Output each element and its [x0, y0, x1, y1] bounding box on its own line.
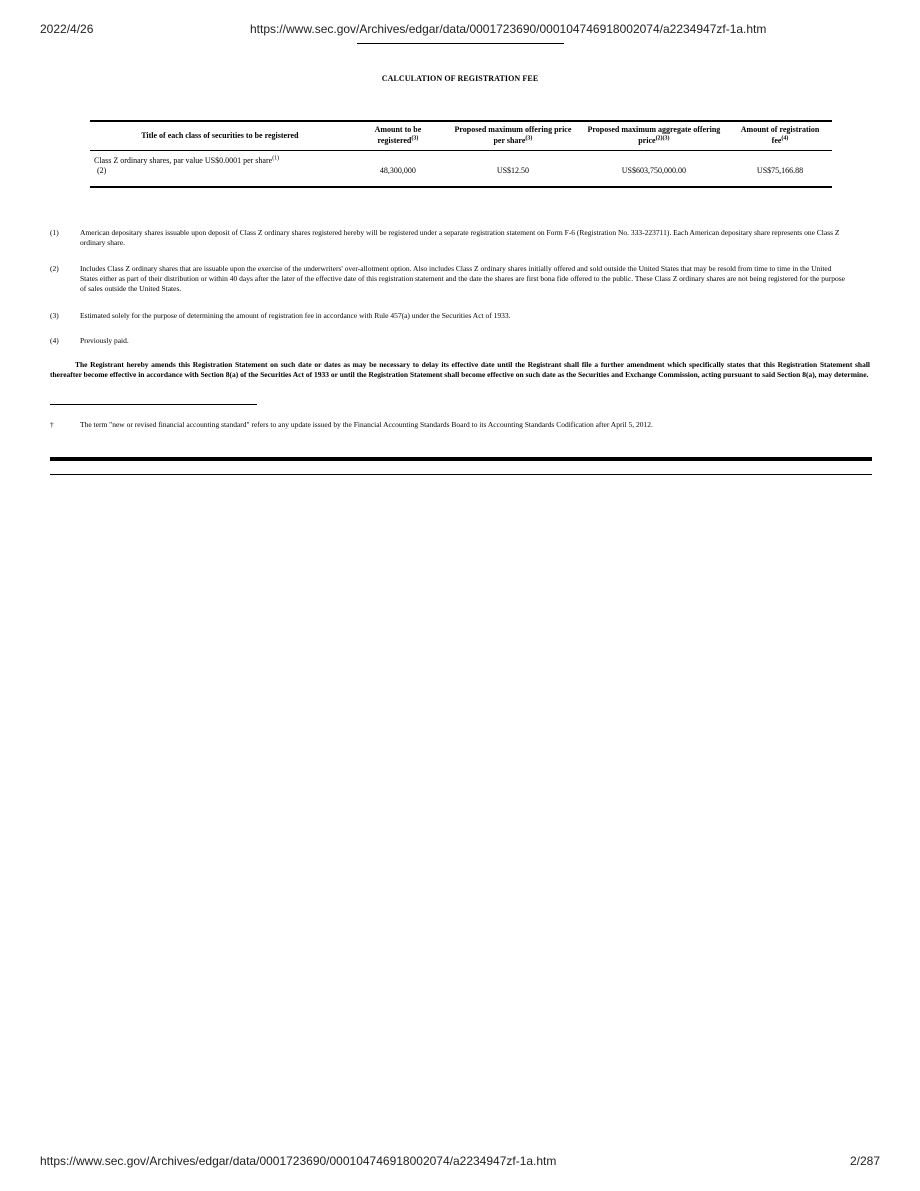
- dagger-marker: †: [50, 420, 54, 429]
- footnote-marker: (3): [50, 311, 59, 320]
- footnote-marker: (1): [50, 228, 59, 237]
- cell-amount: 48,300,000: [350, 151, 446, 188]
- footnote-text: Includes Class Z ordinary shares that are issuable upon the exercise of the underwriters' over-allotment option. Also includes Class Z ordinary shares initially offered and sold outside the United States that may be resold from time to time in the United States either as part of their distribution or within 40 days after the later of the effective date of this registration statement and the date the shares are first bona fide offered to the public. These Class Z ordinary shares are not being registered for the purpose of sales outside the United States.: [80, 264, 845, 293]
- footnote-marker: (2): [50, 264, 59, 273]
- footnote-text: Estimated solely for the purpose of determining the amount of registration fee in accordance with Rule 457(a) under the Securities Act of 1933.: [80, 311, 511, 320]
- print-date: 2022/4/26: [40, 22, 94, 36]
- footnote-text: The term "new or revised financial accounting standard" refers to any update issued by the Financial Accounting Standards Board to its Accounting Standards Codification after April 5, 2012.: [80, 420, 653, 429]
- amendment-statement: The Registrant hereby amends this Registration Statement on such date or dates as may be necessary to delay its effective date until the Registrant shall file a further amendment which specifically states that this Registration Statement shall thereafter become effective in accordance with Section 8(a) of the Securities Act of 1933 or until the Registration Statement shall become effective on such date as the Securities and Exchange Commission, acting pursuant to said Section 8(a), may determine.: [50, 360, 870, 379]
- footnote-marker: (4): [50, 336, 59, 345]
- footnote-divider: [50, 404, 257, 405]
- cell-fee: US$75,166.88: [728, 151, 832, 188]
- page-title: CALCULATION OF REGISTRATION FEE: [381, 74, 539, 83]
- page-break-thick-rule: [50, 457, 872, 461]
- table-row: [90, 151, 832, 188]
- footer-url: https://www.sec.gov/Archives/edgar/data/0001723690/000104746918002074/a2234947zf-1a.htm: [40, 1154, 557, 1168]
- cell-aggregate-price: US$603,750,000.00: [580, 151, 728, 188]
- col-header-fee: Amount of registration fee$^{(4)}$: [728, 121, 832, 151]
- col-header-aggregate-price: Proposed maximum aggregate offering price$^{(2)(3)}$: [580, 121, 728, 151]
- table-header-row: [90, 121, 832, 151]
- cell-price-per-share: US$12.50: [446, 151, 580, 188]
- page-number: 2/287: [849, 1154, 880, 1168]
- cell-security-title: Class Z ordinary shares, par value US$0.0001 per share$^{(1)}$ (2): [90, 151, 350, 188]
- page-break-thin-rule: [50, 474, 872, 475]
- title-divider: [357, 43, 564, 44]
- registration-fee-table: [90, 120, 832, 188]
- col-header-amount: Amount to be registered$^{(3)}$: [350, 121, 446, 151]
- col-header-price-per-share: Proposed maximum offering price per share$^{(3)}$: [446, 121, 580, 151]
- header-url: https://www.sec.gov/Archives/edgar/data/0001723690/000104746918002074/a2234947zf-1a.htm: [250, 22, 767, 36]
- col-header-title: Title of each class of securities to be registered: [90, 121, 350, 151]
- footnote-text: American depositary shares issuable upon deposit of Class Z ordinary shares registered hereby will be registered under a separate registration statement on Form F-6 (Registration No. 333-223711). Each American depositary share represents one Class Z ordinary share.: [80, 228, 840, 247]
- footnote-text: Previously paid.: [80, 336, 129, 345]
